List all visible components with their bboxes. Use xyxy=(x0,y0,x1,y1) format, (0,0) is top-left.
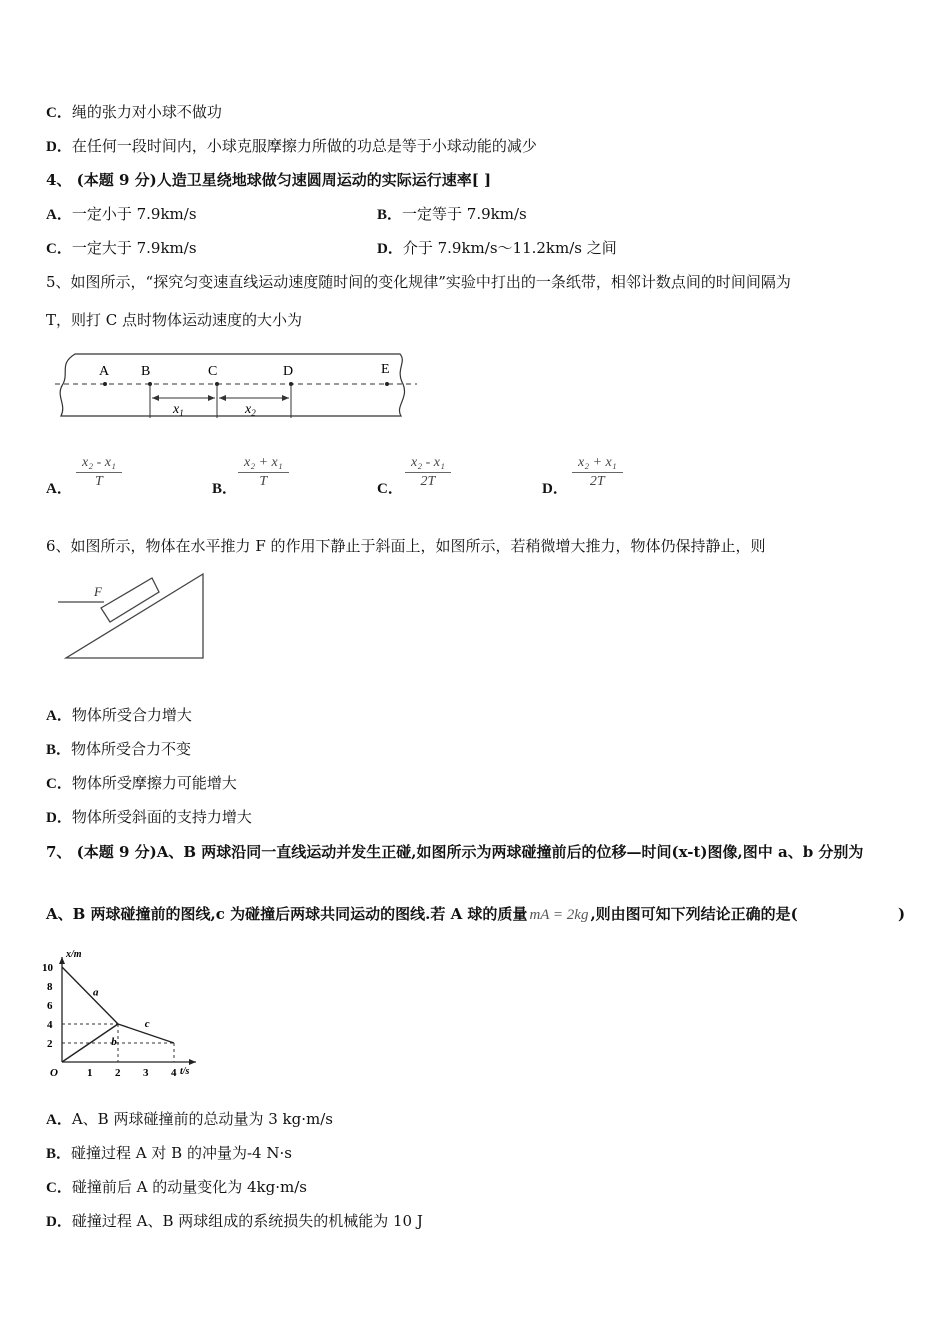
tape-point-a xyxy=(103,382,107,386)
series-label-a: a xyxy=(93,986,99,999)
tape-label-x1: $x_1$ xyxy=(173,402,184,418)
y-tick-label: 10 xyxy=(42,962,53,974)
q7-option-d xyxy=(46,1211,423,1232)
option-text: 在任何一段时间内，小球克服摩擦力所做的功总是等于小球动能的减少 xyxy=(71,137,537,155)
q7-option-a xyxy=(46,1109,333,1130)
option-label: D． xyxy=(377,241,403,257)
option-label: A． xyxy=(46,207,72,223)
tape-label-x2: $x_2$ xyxy=(245,402,256,418)
option-label: C． xyxy=(46,241,72,257)
q3-option-c xyxy=(46,102,222,123)
series-line-a xyxy=(62,967,118,1024)
option-text: 一定大于 7.9km/s xyxy=(71,239,197,257)
q6-stem: 6、如图所示，物体在水平推力 F 的作用下静止于斜面上，如图所示，若稍微增大推力，物体仍保持静止，则 xyxy=(46,537,766,555)
formula-numerator: x₂ + x₁ xyxy=(572,455,623,473)
option-label: B． xyxy=(46,1146,72,1162)
tape-label-e: E xyxy=(381,362,390,377)
q7-option-b xyxy=(46,1143,292,1164)
y-axis-arrow xyxy=(59,957,65,964)
formula-denominator: T xyxy=(95,474,103,489)
y-tick-label: 8 xyxy=(47,981,53,993)
q5-option-d-label xyxy=(542,478,568,499)
y-tick-label: 6 xyxy=(47,1000,53,1012)
option-text: 一定小于 7.9km/s xyxy=(71,205,197,223)
q3-option-d xyxy=(46,136,537,157)
q4-option-a xyxy=(46,204,197,225)
q7-stem-close-paren: ) xyxy=(898,905,906,923)
x-tick-label: O xyxy=(50,1067,58,1079)
option-text: 物体所受合力增大 xyxy=(71,706,192,724)
option-text: 碰撞前后 A 的动量变化为 4kg·m/s xyxy=(71,1178,307,1196)
stem-text-b: ,则由图可知下列结论正确的是( xyxy=(590,905,798,923)
q4-option-c xyxy=(46,238,197,259)
tape-label-d: D xyxy=(283,364,294,379)
option-text: A、B 两球碰撞前的总动量为 3 kg·m/s xyxy=(71,1110,333,1128)
x-axis-label: t/s xyxy=(180,1066,190,1077)
option-label: B． xyxy=(46,742,72,758)
y-tick-label: 4 xyxy=(47,1019,53,1031)
q4-option-d xyxy=(377,238,617,259)
tape-label-a: A xyxy=(99,364,110,379)
q4-stem: 4、 (本题 9 分)人造卫星绕地球做匀速圆周运动的实际运行速率[ ] xyxy=(46,171,492,189)
q5-stem-line1: 5、如图所示，“探究匀变速直线运动速度随时间的变化规律”实验中打出的一条纸带，相邻计数点间的时间间隔为 xyxy=(46,273,791,291)
q5-option-d-formula xyxy=(572,455,623,490)
formula-denominator: T xyxy=(259,474,268,489)
option-label: C． xyxy=(46,105,72,121)
q7-stem-line1: 7、 (本题 9 分)A、B 两球沿同一直线运动并发生正碰,如图所示为两球碰撞前后的位移—时间(x-t)图像,图中 a、b 分别为 xyxy=(46,843,864,861)
q5-option-a-formula xyxy=(76,455,122,490)
xt-chart xyxy=(40,942,200,1082)
option-label: B． xyxy=(377,207,403,223)
formula-denominator: 2T xyxy=(589,474,605,489)
force-label-f: F xyxy=(94,584,102,599)
option-label: D． xyxy=(46,810,72,826)
paper-tape-diagram xyxy=(55,350,420,422)
option-text: 一定等于 7.9km/s xyxy=(402,205,527,223)
y-axis-label: x/m xyxy=(66,949,82,960)
option-label: A． xyxy=(46,1112,72,1128)
incline-diagram xyxy=(58,570,208,662)
tape-point-e xyxy=(385,382,389,386)
option-text: 碰撞过程 A 对 B 的冲量为-4 N·s xyxy=(71,1144,292,1162)
option-label: C． xyxy=(46,1180,72,1196)
q6-option-a xyxy=(46,705,192,726)
mass-formula: mA = 2kg xyxy=(529,907,589,923)
option-label: C． xyxy=(377,481,403,497)
x-tick-label: 4 xyxy=(171,1067,177,1079)
formula-numerator: x₂ + x₁ xyxy=(238,455,289,473)
x-axis-arrow xyxy=(189,1059,196,1065)
option-label: C． xyxy=(46,776,72,792)
formula-numerator: x₂ - x₁ xyxy=(405,455,451,473)
option-label: A． xyxy=(46,708,72,724)
formula-denominator: 2T xyxy=(420,474,436,489)
q4-option-b xyxy=(377,204,527,225)
option-text: 绳的张力对小球不做功 xyxy=(71,103,222,121)
q7-option-c xyxy=(46,1177,307,1198)
series-label-c: c xyxy=(144,1017,150,1030)
q5-option-b-formula xyxy=(238,455,289,490)
option-label: B． xyxy=(212,481,238,497)
option-text: 物体所受斜面的支持力增大 xyxy=(71,808,252,826)
option-label: A． xyxy=(46,481,72,497)
q5-option-c-formula xyxy=(405,455,451,490)
q6-option-d xyxy=(46,807,252,828)
x-tick-label: 2 xyxy=(115,1067,121,1079)
option-label: D． xyxy=(46,1214,72,1230)
q5-option-c-label xyxy=(377,478,403,499)
option-text: 物体所受合力不变 xyxy=(71,740,192,758)
q5-stem-line2: T，则打 C 点时物体运动速度的大小为 xyxy=(46,311,303,329)
stem-text-a: A、B 两球碰撞前的图线,c 为碰撞后两球共同运动的图线.若 A 球的质量 xyxy=(46,905,528,923)
option-label: D． xyxy=(46,139,72,155)
tape-label-b: B xyxy=(141,364,151,379)
y-tick-label: 2 xyxy=(47,1038,53,1050)
tape-label-c: C xyxy=(208,364,218,379)
option-text: 物体所受摩擦力可能增大 xyxy=(71,774,237,792)
option-text: 介于 7.9km/s～11.2km/s 之间 xyxy=(402,239,617,257)
x-tick-label: 1 xyxy=(87,1067,93,1079)
x-tick-label: 3 xyxy=(143,1067,149,1079)
option-label: D． xyxy=(542,481,568,497)
q5-option-a-label xyxy=(46,478,72,499)
q6-option-c xyxy=(46,773,237,794)
series-label-b: b xyxy=(111,1035,117,1048)
q7-stem-line2 xyxy=(46,904,798,925)
q5-option-b-label xyxy=(212,478,237,499)
option-text: 碰撞过程 A、B 两球组成的系统损失的机械能为 10 J xyxy=(71,1212,423,1230)
q6-option-b xyxy=(46,739,191,760)
formula-numerator: x₂ - x₁ xyxy=(76,455,122,473)
